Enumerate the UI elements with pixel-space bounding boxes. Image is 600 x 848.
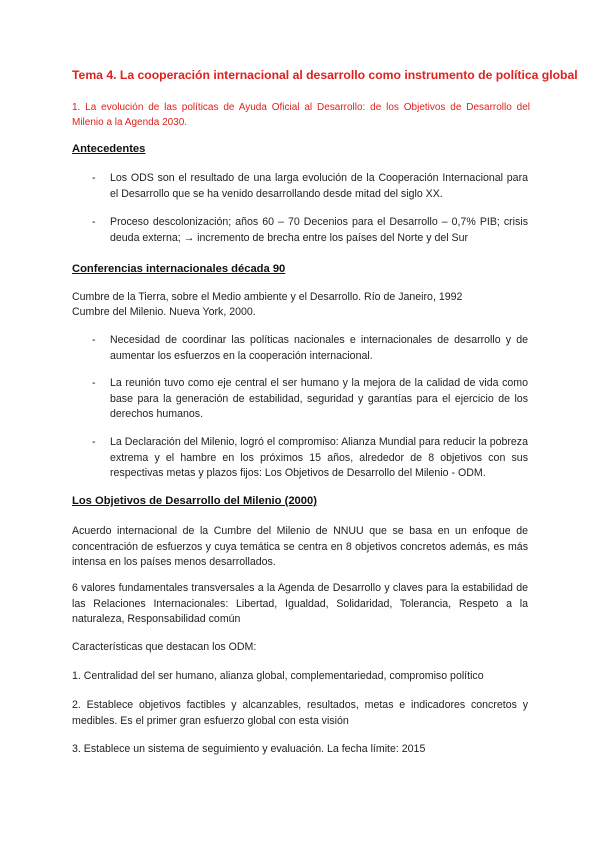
section-subtitle: 1. La evolución de las políticas de Ayuda Oficial al Desarrollo: de los Objetivos de Desarrollo del Milenio a la Agenda 2030.: [72, 102, 530, 128]
caracteristicas-label: Características que destacan los ODM:: [72, 641, 257, 653]
antecedentes-item: Los ODS son el resultado de una larga evolución de la Cooperación Internacional para el Desarrollo que se ha venido desarrollando desde mitad del siglo XX.: [110, 172, 528, 200]
caracteristica-item: 1. Centralidad del ser humano, alianza global, complementariedad, compromiso político: [72, 670, 484, 682]
conferencias-item: Necesidad de coordinar las políticas nacionales e internacionales de desarrollo y de aumentar los esfuerzos en la cooperación internacional.: [110, 334, 528, 362]
antecedentes-item: Proceso descolonización; años 60 – 70 Decenios para el Desarrollo – 0,7% PIB; crisis deuda externa; → incremento de brecha entre los países del Norte y del Sur: [110, 216, 528, 244]
odm-heading: Los Objetivos de Desarrollo del Milenio (2000): [72, 495, 317, 507]
document-title: Tema 4. La cooperación internacional al desarrollo como instrumento de política global: [72, 68, 578, 82]
antecedentes-heading: Antecedentes: [72, 143, 146, 155]
bullet-marker: -: [92, 216, 96, 228]
cumbre-tierra-text: Cumbre de la Tierra, sobre el Medio ambiente y el Desarrollo. Río de Janeiro, 1992: [72, 291, 463, 303]
conferencias-item: La Declaración del Milenio, logró el compromiso: Alianza Mundial para reducir la pobreza extrema y el hambre en los próximos 15 años, alrededor de 8 objetivos con sus respectivas metas y plazos fijos: Los Objetivos de Desarrollo del Milenio - ODM.: [110, 436, 528, 479]
bullet-marker: -: [92, 436, 96, 448]
bullet-marker: -: [92, 172, 96, 184]
cumbre-milenio-text: Cumbre del Milenio. Nueva York, 2000.: [72, 306, 256, 318]
caracteristica-item: 2. Establece objetivos factibles y alcanzables, resultados, metas e indicadores concretos y medibles. Es el primer gran esfuerzo global con esta visión: [72, 699, 528, 727]
conferencias-item: La reunión tuvo como eje central el ser humano y la mejora de la calidad de vida como base para la generación de estabilidad, seguridad y garantías para el ejercicio de los derechos humanos.: [110, 377, 528, 420]
bullet-marker: -: [92, 334, 96, 346]
conferencias-heading: Conferencias internacionales década 90: [72, 263, 286, 275]
caracteristica-item: 3. Establece un sistema de seguimiento y evaluación. La fecha límite: 2015: [72, 743, 426, 755]
odm-valores-paragraph: 6 valores fundamentales transversales a la Agenda de Desarrollo y claves para la estabilidad de las Relaciones Internacionales: Libertad, Igualdad, Solidaridad, Tolerancia, Respeto a la naturaleza, Responsabilidad común: [72, 582, 528, 625]
bullet-marker: -: [92, 377, 96, 389]
odm-acuerdo-paragraph: Acuerdo internacional de la Cumbre del Milenio de NNUU que se basa en un enfoque de concentración de esfuerzos y cuya temática se centra en 8 objetivos concretos además, es más intensa en los países menos desarrollados.: [72, 525, 528, 568]
